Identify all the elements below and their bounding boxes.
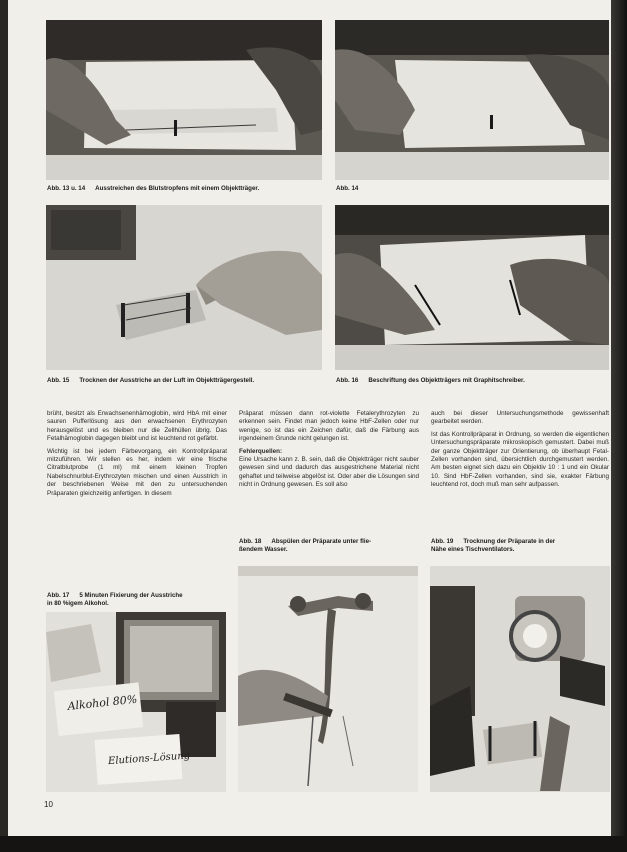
page-number: 10 <box>44 800 53 809</box>
paragraph: Wichtig ist bei jedem Färbevorgang, ein Kontrollpräparat mitzuführen. Wir stellen es her, indem wir eine frische Citratblutprobe (1 ml) mit einem kleinen Tropfen Nabelschnurblut-Erythrozyten mischen und einen Ausstrich in der beschriebenen Weise mit den zu untersuchenden Präparaten gleichzeitig anfertigen. In diesem <box>47 447 227 497</box>
caption-abb-19: Abb. 19 Trocknung der Präparate in der Nähe eines Tischventilators. <box>431 538 556 553</box>
photo-abb-15 <box>46 205 322 370</box>
paragraph: Eine Ursache kann z. B. sein, daß die Objektträger nicht sauber gewesen sind und dadurch das ausgestrichene Material nicht gehaftet und teilweise abgelöst ist. Oder aber die Lösungen sind nicht in Ordnung gewesen. Es soll also <box>239 456 419 489</box>
caption-abb-13: Abb. 13 u. 14 Ausstreichen des Blutstropfens mit einem Objektträger. <box>47 185 260 192</box>
book-spine <box>0 0 8 852</box>
text-column-middle <box>239 410 419 494</box>
page-edge-right <box>611 0 627 852</box>
photo-abb-14 <box>335 20 609 180</box>
caption-abb-16: Abb. 16 Beschriftung des Objektträgers mit Graphitschreiber. <box>336 377 525 384</box>
photo-abb-17 <box>46 612 226 792</box>
paragraph: brüht, besitzt als Erwachsenenhämoglobin, wird HbA mit einer sauren Pufferlösung aus den erwachsenen Erythrozyten herausgelöst und es bleiben nur die Zellhüllen übrig. Das Fetalhämoglobin dagegen bleibt und ist leuchtend rot gefärbt. <box>47 410 227 443</box>
photo-abb-18 <box>238 566 418 792</box>
photo-abb-19 <box>430 566 610 792</box>
caption-abb-18: Abb. 18 Abspülen der Präparate unter flie- ßendem Wasser. <box>239 538 372 553</box>
paragraph: Präparat müssen dann rot-violette Fetalerythrozyten zu erkennen sein. Findet man jedoch keine HbF-Zellen oder nur wenige, so ist das ein Zeichen dafür, daß die Färbung aus irgendeinem Grunde nicht gelungen ist. <box>239 410 419 443</box>
text-column-left <box>47 410 227 502</box>
photo-abb-13 <box>46 20 322 180</box>
text-column-right <box>431 410 609 494</box>
paragraph: Ist das Kontrollpräparat in Ordnung, so werden die eigentlichen Untersuchungspräparate mikroskopisch gemustert. Dabei muß der ganze Objektträger zur Orientierung, ob überhaupt Fetal-Zellen vorhanden sind, übersichtlich durchgemustert werden. Am besten eignet sich dazu ein Objektiv 10 : 1 und ein Okular 10. Sind HbF-Zellen vorhanden, sind sie, exakter Färbung leuchtend rot, doch muß man sehr aufpassen. <box>431 430 609 489</box>
photo-abb-16 <box>335 205 609 370</box>
caption-abb-17: Abb. 17 5 Minuten Fixierung der Ausstriche in 80 %igem Alkohol. <box>47 592 183 607</box>
paragraph: auch bei dieser Untersuchungsmethode gewissenhaft gearbeitet werden. <box>431 410 609 426</box>
bottle-label-alkohol: Alkohol 80% <box>66 692 138 713</box>
bottle-label-elution: Elutions-Lösung <box>107 750 191 768</box>
page-edge-bottom <box>0 836 627 852</box>
caption-abb-14: Abb. 14 <box>336 185 359 192</box>
caption-abb-15: Abb. 15 Trocknen der Ausstriche an der Luft im Objektträgergestell. <box>47 377 255 384</box>
section-heading: Fehlerquellen: <box>239 447 283 455</box>
